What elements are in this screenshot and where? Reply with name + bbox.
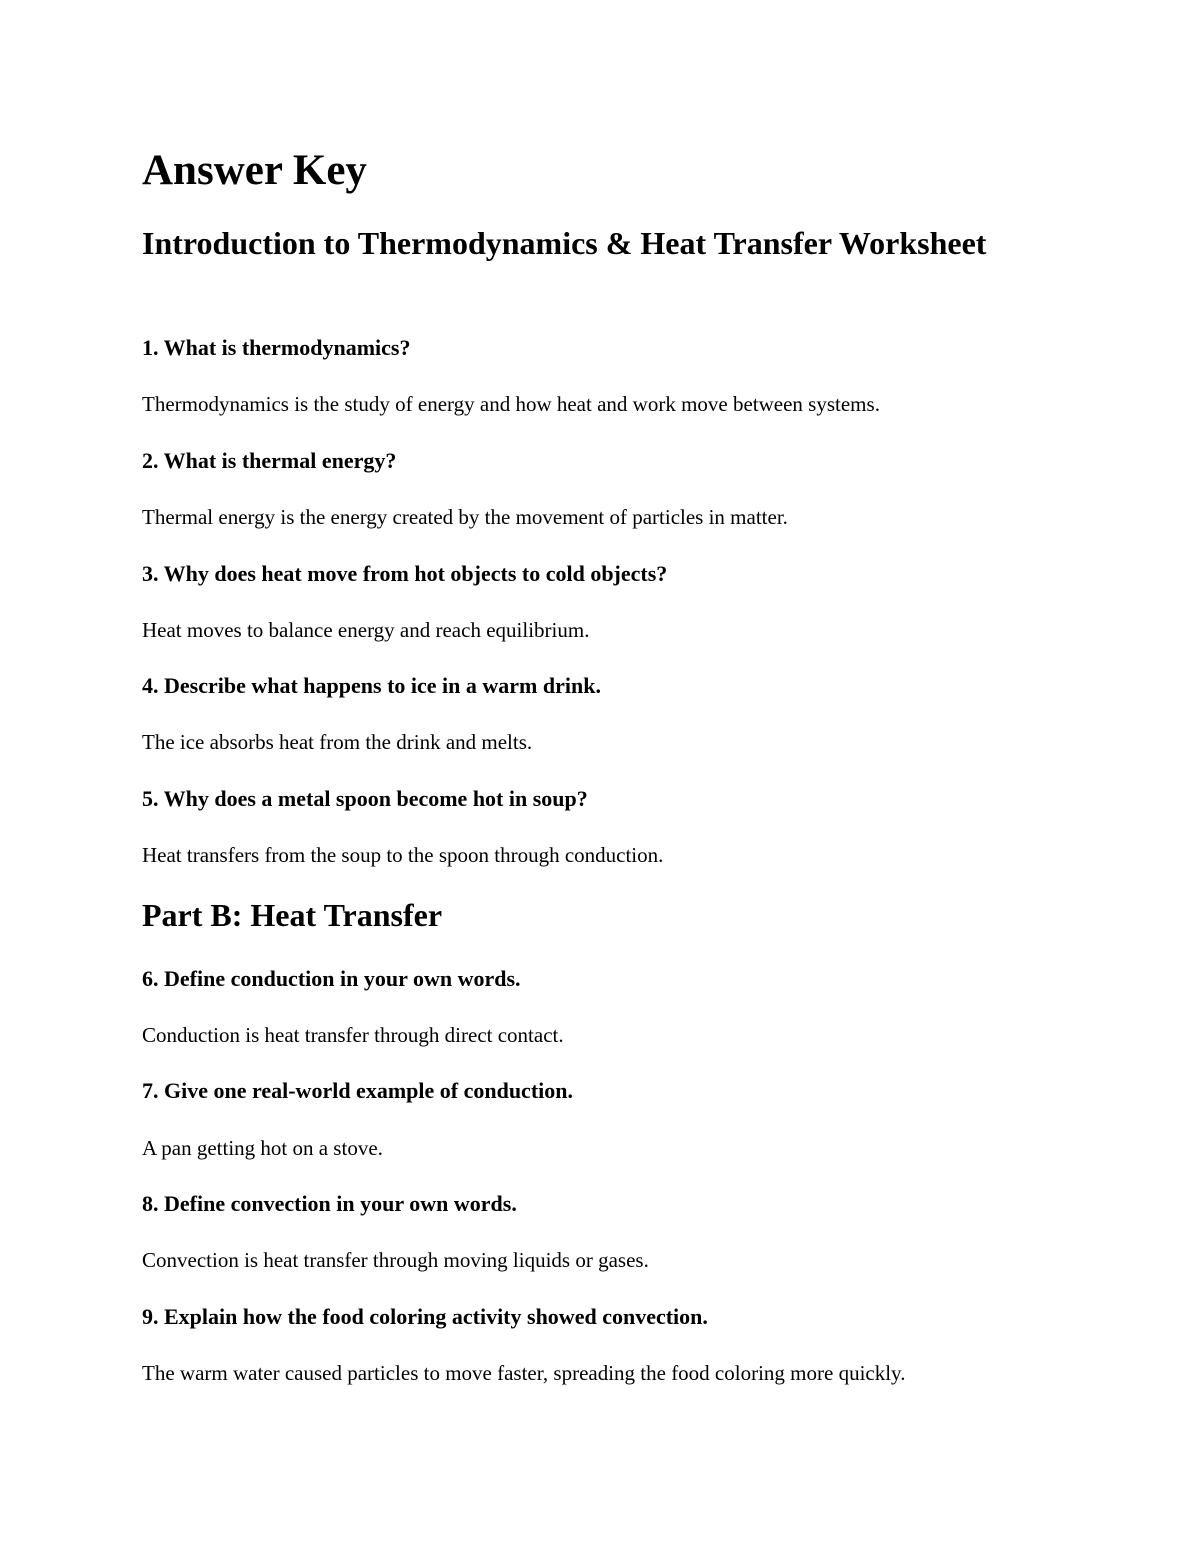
question-7: 7. Give one real-world example of conduction. <box>142 1078 573 1103</box>
answer-2: Thermal energy is the energy created by the movement of particles in matter. <box>142 505 788 529</box>
answer-7: A pan getting hot on a stove. <box>142 1136 383 1160</box>
answer-3: Heat moves to balance energy and reach equilibrium. <box>142 618 590 642</box>
answer-5: Heat transfers from the soup to the spoon through conduction. <box>142 843 664 867</box>
question-5: 5. Why does a metal spoon become hot in soup? <box>142 786 588 811</box>
question-9: 9. Explain how the food coloring activity showed convection. <box>142 1304 708 1329</box>
answer-4: The ice absorbs heat from the drink and melts. <box>142 730 533 754</box>
page-title: Answer Key <box>142 147 367 194</box>
question-4: 4. Describe what happens to ice in a warm drink. <box>142 673 601 698</box>
question-8: 8. Define convection in your own words. <box>142 1191 517 1216</box>
section-heading-part-b: Part B: Heat Transfer <box>142 897 443 933</box>
answer-9: The warm water caused particles to move faster, spreading the food coloring more quickly. <box>142 1361 906 1385</box>
question-3: 3. Why does heat move from hot objects to cold objects? <box>142 561 668 586</box>
question-6: 6. Define conduction in your own words. <box>142 966 521 991</box>
answer-6: Conduction is heat transfer through direct contact. <box>142 1023 564 1047</box>
question-2: 2. What is thermal energy? <box>142 448 397 473</box>
answer-1: Thermodynamics is the study of energy and how heat and work move between systems. <box>142 392 880 416</box>
answer-8: Convection is heat transfer through moving liquids or gases. <box>142 1248 649 1272</box>
question-1: 1. What is thermodynamics? <box>142 335 411 360</box>
worksheet-title: Introduction to Thermodynamics & Heat Transfer Worksheet <box>142 225 987 261</box>
